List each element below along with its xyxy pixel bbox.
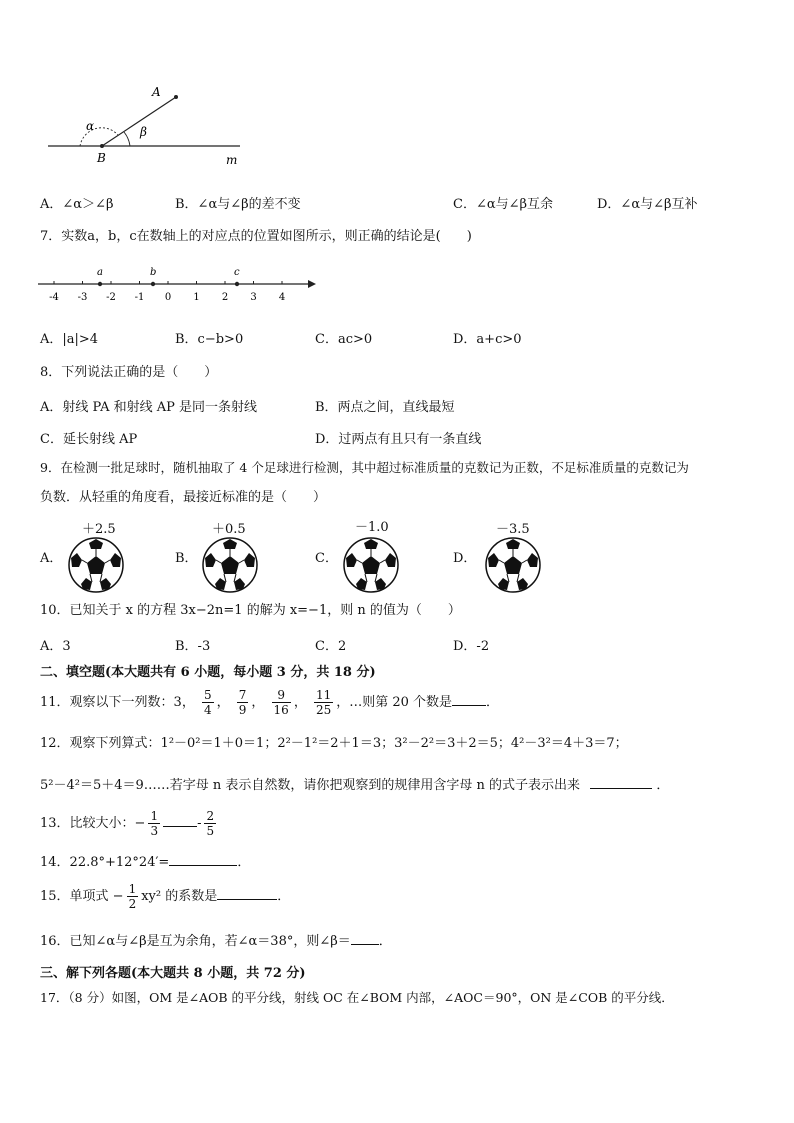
soccer-ball-icon [66, 536, 126, 594]
q17: 17．（8 分）如图，OM 是∠AOB 的平分线，射线 OC 在∠BOM 内部，∠AOC＝90°，ON 是∠COB 的平分线． [40, 990, 674, 1005]
q10-option-c: C．2 [315, 639, 347, 654]
answer-blank[interactable] [169, 853, 237, 866]
q9-option-c: C． [315, 551, 338, 566]
number-line [36, 262, 326, 306]
q11-prefix: 11．观察以下一列数：3， [40, 695, 195, 710]
point-b [151, 282, 155, 286]
tick-label: 2 [221, 292, 229, 303]
q10-option-d: D．-2 [453, 639, 490, 654]
q13-prefix: 13．比较大小：− [40, 816, 146, 831]
denominator: 2 [128, 897, 137, 911]
q9-option-b: B． [175, 551, 198, 566]
section-2-heading: 二、填空题(本大题共有 6 小题，每小题 3 分，共 18 分) [40, 665, 376, 680]
numerator: 2 [206, 809, 215, 823]
q12-line2-wrap: 5²－4²＝5＋4＝9……若字母 n 表示自然数，请你把观察到的规律用含字母 n 的式子表示出来 ． [40, 778, 670, 793]
q7-option-c: C．ac>0 [315, 332, 373, 347]
q8-stem: 8．下列说法正确的是（ ） [40, 365, 218, 380]
label-a: a [97, 267, 103, 278]
denominator: 5 [206, 824, 215, 838]
q14-wrap: 14．22.8°+12°24′= ． [40, 855, 251, 870]
soccer-ball-icon [341, 536, 401, 594]
q12-line2: 5²－4²＝5＋4＝9……若字母 n 表示自然数，请你把观察到的规律用含字母 n 的式子表示出来 [40, 778, 581, 793]
point-c [235, 282, 239, 286]
label-m: m [226, 153, 238, 167]
q15-prefix: 15．单项式 − [40, 889, 124, 904]
numerator: 1 [128, 882, 137, 896]
q9-value-b: ＋0.5 [212, 522, 246, 537]
numerator: 11 [315, 688, 332, 702]
numerator: 7 [238, 688, 247, 702]
q8-option-d: D．过两点有且只有一条直线 [315, 432, 482, 447]
q10-option-a: A．3 [40, 639, 71, 654]
q9-value-c: －1.0 [355, 520, 389, 535]
answer-blank[interactable] [217, 887, 277, 900]
tick-label: 4 [278, 292, 286, 303]
denominator: 16 [273, 703, 289, 717]
denominator: 3 [150, 824, 159, 838]
label-beta: β [140, 125, 147, 139]
label-c: c [234, 267, 240, 278]
tick-label-group [49, 292, 285, 303]
label-alpha: α [86, 119, 95, 133]
q8-option-a: A．射线 PA 和射线 AP 是同一条射线 [40, 400, 257, 415]
section-3-heading: 三、解下列各题(本大题共 8 小题，共 72 分) [40, 966, 306, 981]
tick-label: -2 [106, 292, 116, 303]
point-A [174, 95, 178, 99]
q10-stem: 10．已知关于 x 的方程 3x−2n=1 的解为 x=−1，则 n 的值为（ ） [40, 603, 461, 618]
tick-label: -3 [77, 292, 88, 303]
fraction [272, 688, 291, 717]
q7-stem: 7．实数a，b，c在数轴上的对应点的位置如图所示，则正确的结论是( ) [40, 229, 472, 244]
q16: 16．已知∠α与∠β是互为余角，若∠α＝38°，则∠β＝ [40, 934, 351, 949]
fraction [127, 882, 139, 911]
q15-suffix: xy² 的系数是 [141, 889, 218, 904]
q6-option-b: B．∠α与∠β的差不变 [175, 197, 301, 212]
point-B [100, 144, 104, 148]
label-A: A [152, 85, 161, 99]
q9-option-d: D． [453, 551, 477, 566]
q13 [40, 806, 219, 842]
answer-blank[interactable] [163, 814, 197, 827]
q13-mid: - [197, 816, 202, 831]
q7-option-a: A．|a|>4 [40, 332, 99, 347]
q6-option-c: C．∠α与∠β互余 [453, 197, 554, 212]
q6-option-d: D．∠α与∠β互补 [597, 197, 698, 212]
q9-option-a: A． [40, 551, 63, 566]
q15: 15．单项式 − $\frac{1}{2}$ xy² 的系数是 ． [40, 882, 291, 911]
q11: 11．观察以下一列数：3， $\frac{5}{4}$ ， $\frac{7}{9}$ ， $\frac{9}{16}$ ， $\frac{11}{25}$ ，…则第 20 个数是 ． [40, 688, 500, 717]
numerator: 1 [150, 809, 159, 823]
arc-beta [124, 132, 130, 146]
answer-blank[interactable] [590, 776, 652, 789]
fraction [204, 809, 216, 838]
numerator: 5 [203, 688, 212, 702]
q9-value-d: －3.5 [496, 522, 530, 537]
soccer-ball-icon [483, 536, 543, 594]
fraction [148, 809, 160, 838]
angle-figure [40, 80, 260, 170]
tick-label: 3 [250, 292, 257, 303]
tick-label: -4 [49, 292, 59, 303]
q10-option-b: B．-3 [175, 639, 211, 654]
q16-wrap: 16．已知∠α与∠β是互为余角，若∠α＝38°，则∠β＝ ． [40, 934, 392, 949]
q7-option-d: D．a+c>0 [453, 332, 522, 347]
arrow-icon [308, 280, 316, 288]
q8-option-c: C．延长射线 AP [40, 432, 138, 447]
q8-option-b: B．两点之间，直线最短 [315, 400, 455, 415]
answer-blank[interactable] [452, 693, 486, 706]
q7-option-b: B．c−b>0 [175, 332, 244, 347]
q12-line1: 12．观察下列算式：1²－0²＝1＋0＝1；2²－1²＝2＋1＝3；3²－2²＝3＋2＝5；4²－3²＝4＋3＝7； [40, 736, 628, 751]
fraction [202, 688, 214, 717]
q9-line1: 9．在检测一批足球时，随机抽取了 4 个足球进行检测，其中超过标准质量的克数记为正数，不足标准质量的克数记为 [40, 460, 689, 475]
q11-suffix: ，…则第 20 个数是 [336, 695, 453, 710]
q9-value-a: ＋2.5 [82, 522, 116, 537]
q9-line2: 负数．从轻重的角度看，最接近标准的是（ ） [40, 490, 327, 505]
label-b: b [150, 267, 157, 278]
numerator: 9 [272, 688, 291, 703]
point-a [98, 282, 102, 286]
soccer-ball-icon [200, 536, 260, 594]
fraction [314, 688, 333, 717]
denominator: 25 [315, 703, 332, 717]
tick-label: 0 [164, 292, 172, 303]
q14: 14．22.8°+12°24′= [40, 855, 170, 870]
denominator: 4 [203, 703, 212, 717]
tick-label: -1 [134, 292, 145, 303]
denominator: 9 [238, 703, 247, 717]
q6-option-a: A．∠α＞∠β [40, 197, 114, 212]
fraction [237, 688, 249, 717]
tick-label: 1 [193, 292, 200, 303]
label-B: B [97, 151, 106, 165]
ray-BA [102, 97, 176, 146]
answer-blank[interactable] [351, 932, 379, 945]
